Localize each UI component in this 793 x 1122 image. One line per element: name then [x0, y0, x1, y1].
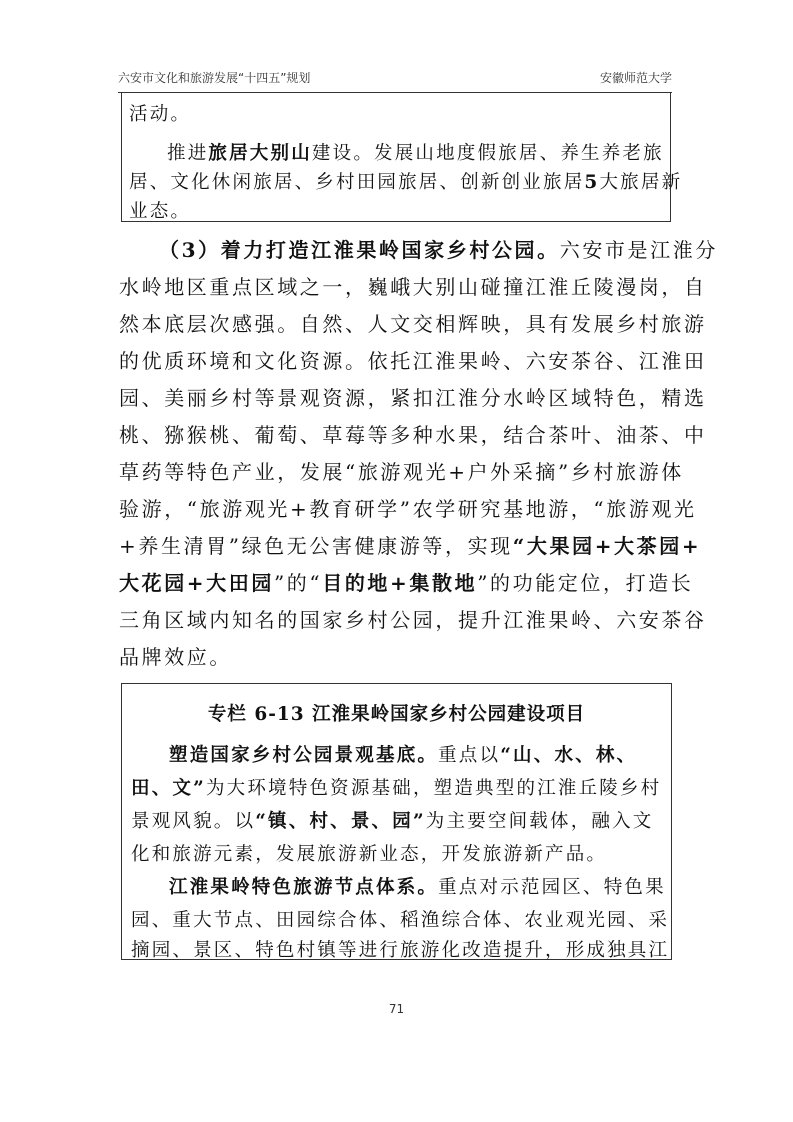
project-column-box — [121, 683, 672, 960]
page-number: 71 — [388, 1002, 405, 1016]
running-header-title: 六安市文化和旅游发展“十四五”规划 — [118, 71, 311, 85]
box-line: 园、重大节点、田园综合体、稻渔综合体、农业观光园、采 — [131, 910, 670, 931]
box-line: 居、文化休闲旅居、乡村田园旅居、创新创业旅居5大旅居新 — [129, 172, 683, 193]
box-line: 景观风貌。以“镇、村、景、园”为主要空间载体，融入文 — [131, 811, 654, 832]
paragraph-line: 桃、猕猴桃、葡萄、草莓等多种水果，结合茶叶、油茶、中 — [119, 423, 707, 447]
paragraph-line: 验游，“旅游观光+教育研学”农学研究基地游，“旅游观光 — [119, 497, 697, 521]
running-header-institution: 安徽师范大学 — [599, 71, 672, 85]
paragraph-line: +养生清胃”绿色无公害健康游等，实现“大果园+大茶园+ — [119, 534, 702, 558]
box-line: 推进旅居大别山建设。发展山地度假旅居、养生养老旅 — [167, 143, 664, 164]
paragraph-line: 园、美丽乡村等景观资源，紧扣江淮分水岭区域特色，精选 — [119, 386, 707, 410]
section-heading: （3）着力打造江淮果岭国家乡村公园。 — [159, 238, 560, 262]
box-line: 活动。 — [129, 104, 192, 125]
box-line: 江淮果岭特色旅游节点体系。重点对示范园区、特色果 — [169, 877, 666, 898]
continued-project-box — [121, 92, 683, 222]
paragraph-line: 大花园+大田园”的“目的地+集散地”的功能定位，打造长 — [119, 571, 694, 595]
paragraph-line: 品牌效应。 — [119, 645, 232, 669]
paragraph-line: 三角区域内知名的国家乡村公园，提升江淮果岭、六安茶谷 — [119, 608, 707, 632]
paragraph-line: 然本底层次感强。自然、人文交相辉映，具有发展乡村旅游 — [119, 312, 707, 336]
box-line: 摘园、景区、特色村镇等进行旅游化改造提升，形成独具江 — [131, 940, 670, 961]
paragraph-line: 的优质环境和文化资源。依托江淮果岭、六安茶谷、江淮田 — [119, 349, 707, 373]
box-line: 塑造国家乡村公园景观基底。重点以“山、水、林、 — [169, 745, 638, 766]
box-line: 化和旅游元素，发展旅游新业态，开发旅游新产品。 — [131, 844, 608, 865]
box-line: 田、文”为大环境特色资源基础，塑造典型的江淮丘陵乡村 — [131, 778, 662, 799]
paragraph-line: 水岭地区重点区域之一，巍峨大别山碰撞江淮丘陵漫岗，自 — [119, 275, 707, 299]
paragraph-line: （3）着力打造江淮果岭国家乡村公园。六安市是江淮分 — [159, 238, 718, 262]
box-line: 业态。 — [129, 201, 192, 222]
column-title: 专栏 6-13 江淮果岭国家乡村公园建设项目 — [207, 704, 586, 725]
paragraph-line: 草药等特色产业，发展“旅游观光+户外采摘”乡村旅游体 — [119, 460, 684, 484]
